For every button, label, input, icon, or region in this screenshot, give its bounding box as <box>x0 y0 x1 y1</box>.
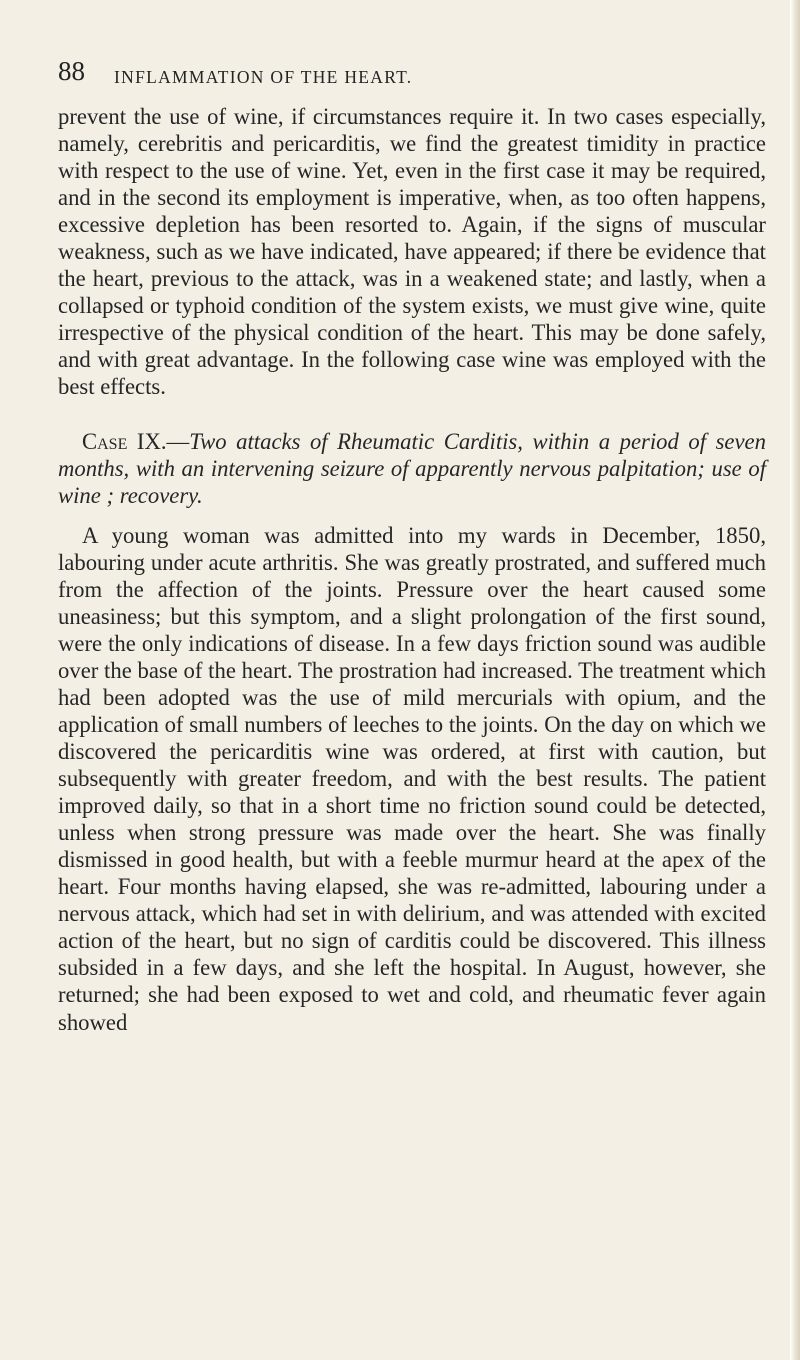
case-label: Case IX. <box>82 428 167 454</box>
paragraph-case-history: A young woman was admitted into my wards in December, 1850, labouring under acute arthritis. She was greatly prostrated, and suffered much from the affection of the joints. Pressure over the heart caused some uneasiness; but this symptom, and a slight prolongation of the first sound, were the only indications of disease. In a few days friction sound was audible over the base of the heart. The prostration had increased. The treatment which had been adopted was the use of mild mercurials with opium, and the application of small numbers of leeches to the joints. On the day on which we discovered the pericarditis wine was ordered, at first with caution, but subsequently with greater freedom, and with the best results. The patient improved daily, so that in a short time no friction sound could be detected, unless when strong pressure was made over the heart. She was finally dismissed in good health, but with a feeble murmur heard at the apex of the heart. Four months having elapsed, she was re-admitted, labouring under a nervous attack, which had set in with delirium, and was attended with excited action of the heart, but no sign of carditis could be discovered. This illness subsided in a few days, and she left the hospital. In August, however, she returned; she had been exposed to wet and cold, and rheumatic fever again showed <box>58 522 766 1035</box>
case-dash: — <box>166 428 190 454</box>
page-number: 88 <box>58 56 85 86</box>
paragraph-wine-use: prevent the use of wine, if circumstances require it. In two cases especially, namely, cerebritis and pericarditis, we find the greatest timidity in practice with respect to the use of wine. Yet, even in the first case it may be required, and in the second its employment is imperative, when, as too often happens, excessive depletion has been resorted to. Again, if the signs of muscular weakness, such as we have indicated, have appeared; if there be evidence that the heart, previous to the attack, was in a weakened state; and lastly, when a collapsed or typhoid condition of the system exists, we must give wine, quite irrespective of the physical condition of the heart. This may be done safely, and with great advantage. In the following case wine was employed with the best effects. <box>58 104 766 400</box>
page-edge <box>790 0 800 1360</box>
case-description: Two attacks of Rheumatic Carditis, within a period of seven months, with an intervening seizure of apparently nervous palpitation; use of wine ; recovery. <box>58 428 766 508</box>
running-head <box>58 56 758 90</box>
body-text <box>58 103 766 1036</box>
case-heading <box>58 428 766 509</box>
chapter-title: INFLAMMATION OF THE HEART. <box>114 67 413 87</box>
